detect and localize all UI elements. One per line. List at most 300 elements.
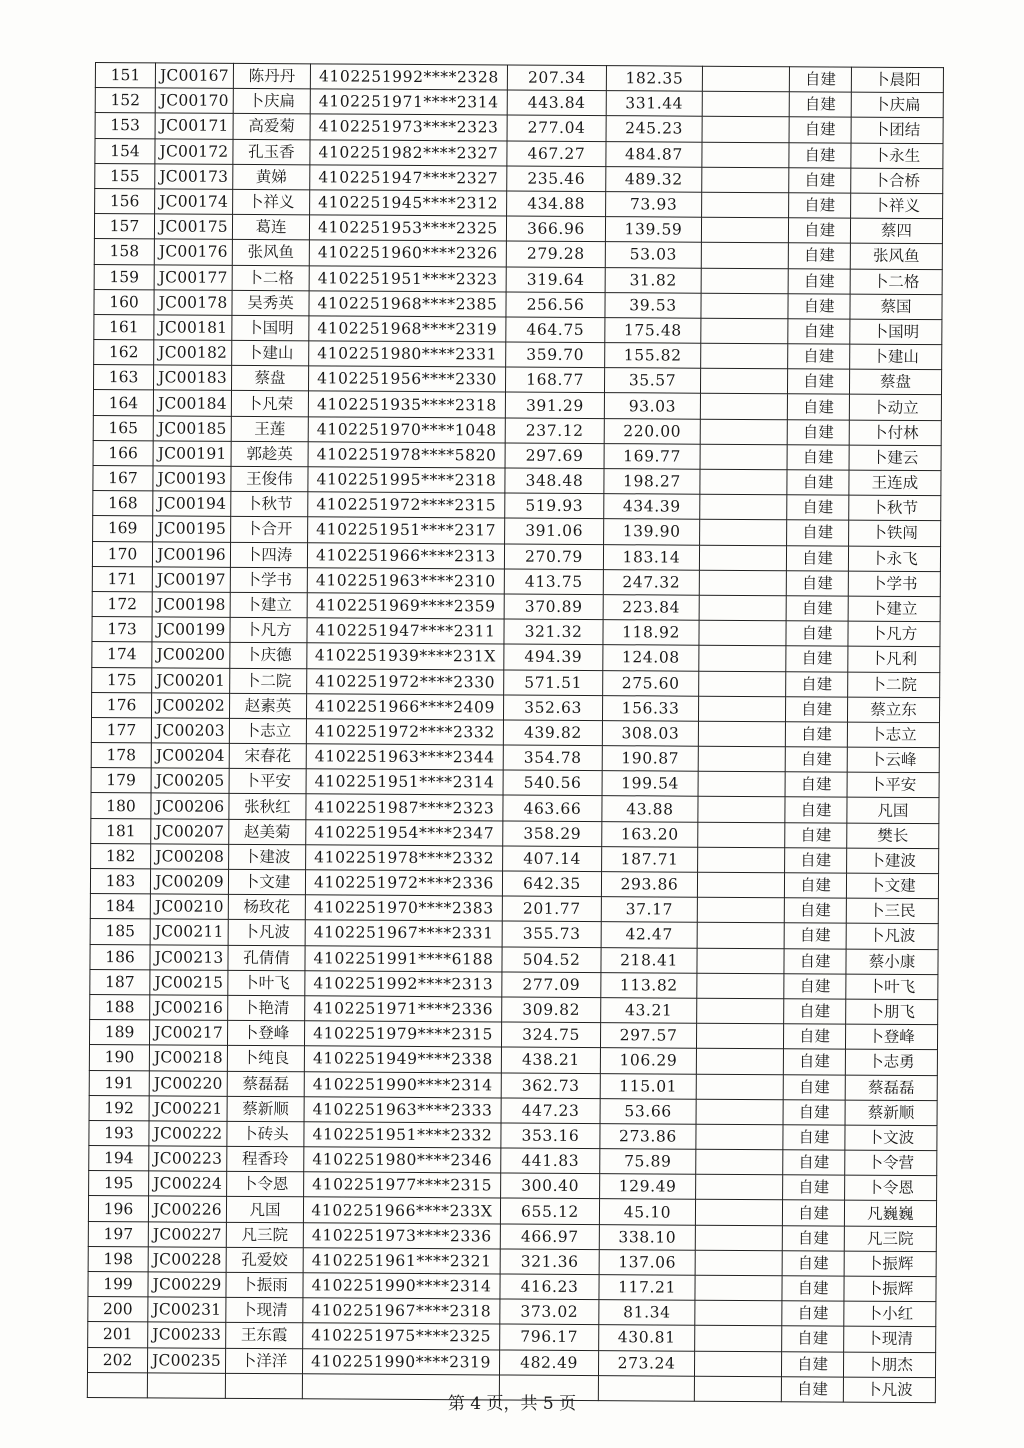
record-code: JC00172	[155, 138, 233, 164]
blank-cell	[700, 494, 787, 520]
blank-cell	[697, 923, 784, 949]
blank-cell	[698, 822, 785, 848]
blank-cell	[702, 142, 789, 168]
area-value-2: 338.10	[599, 1224, 695, 1250]
build-type: 自建	[788, 344, 850, 370]
row-index: 180	[91, 793, 151, 819]
area-value-1: 309.82	[502, 997, 601, 1023]
table-body	[87, 63, 943, 1403]
area-value-2: 73.93	[606, 192, 702, 218]
person-name: 孔玉香	[233, 139, 310, 165]
id-number: 4102251951****2314	[306, 769, 503, 795]
area-value-2: 106.29	[600, 1048, 696, 1074]
row-index: 165	[93, 415, 153, 441]
blank-cell	[702, 192, 789, 218]
blank-cell	[694, 1351, 781, 1377]
area-value-2: 53.03	[605, 242, 701, 268]
build-type: 自建	[787, 394, 849, 420]
build-type: 自建	[786, 596, 848, 622]
row-index: 157	[94, 214, 154, 240]
row-index: 161	[94, 314, 154, 340]
row-index: 167	[93, 465, 153, 491]
owner-name: 卜朋杰	[843, 1352, 935, 1378]
id-number: 4102251968****2385	[309, 290, 506, 316]
blank-cell	[701, 293, 788, 319]
person-name: 卜登峰	[227, 1020, 304, 1046]
blank-cell	[701, 243, 788, 269]
blank-cell	[702, 117, 789, 143]
blank-cell	[701, 318, 788, 344]
area-value-1: 438.21	[501, 1047, 600, 1073]
area-value-2: 75.89	[600, 1149, 696, 1175]
blank-cell	[696, 1149, 783, 1175]
area-value-1: 407.14	[503, 846, 602, 872]
area-value-1: 391.06	[505, 518, 604, 544]
build-type: 自建	[788, 319, 850, 345]
record-code: JC00170	[155, 88, 233, 114]
record-code: JC00218	[149, 1045, 227, 1071]
build-type: 自建	[788, 218, 850, 244]
build-type: 自建	[783, 1175, 845, 1201]
build-type: 自建	[781, 1351, 843, 1377]
person-name: 程香玲	[227, 1146, 304, 1172]
blank-cell	[696, 1124, 783, 1150]
area-value-1: 300.40	[501, 1173, 600, 1199]
row-index: 196	[88, 1196, 148, 1222]
area-value-1: 279.28	[506, 241, 605, 267]
person-name: 孔爱姣	[226, 1247, 303, 1273]
area-value-1: 319.64	[506, 267, 605, 293]
person-name: 卜庆德	[230, 643, 307, 669]
area-value-2: 118.92	[603, 620, 699, 646]
build-type: 自建	[784, 973, 846, 999]
record-code: JC00202	[151, 693, 229, 719]
id-number: 4102251935****2318	[308, 391, 505, 417]
build-type: 自建	[786, 621, 848, 647]
row-index: 177	[91, 717, 151, 743]
area-value-2: 245.23	[606, 116, 702, 142]
record-code: JC00184	[153, 390, 231, 416]
person-name: 凡三院	[226, 1222, 303, 1248]
blank-cell	[695, 1200, 782, 1226]
area-value-1: 464.75	[506, 317, 605, 343]
blank-cell	[697, 872, 784, 898]
area-value-2: 198.27	[604, 469, 700, 495]
blank-cell	[695, 1275, 782, 1301]
row-index: 178	[91, 743, 151, 769]
owner-name: 蔡立东	[847, 697, 939, 723]
blank-cell	[700, 394, 787, 420]
person-name: 卜平安	[229, 769, 306, 795]
row-index: 184	[90, 894, 150, 920]
id-number: 4102251977****2315	[304, 1172, 501, 1198]
blank-cell	[700, 419, 787, 445]
record-code: JC00227	[148, 1221, 226, 1247]
owner-name: 卜朋飞	[846, 999, 938, 1025]
area-value-2: 273.86	[600, 1123, 696, 1149]
area-value-1: 321.36	[500, 1249, 599, 1275]
area-value-2: 484.87	[606, 141, 702, 167]
owner-name: 卜永飞	[848, 546, 940, 572]
id-number: 4102251966****233X	[303, 1197, 500, 1223]
owner-name: 卜动立	[849, 395, 941, 421]
build-type: 自建	[789, 117, 851, 143]
page-number-label: 第 4 页，共 5 页	[447, 1394, 577, 1414]
area-value-2: 93.03	[604, 393, 700, 419]
record-code: JC00201	[152, 667, 230, 693]
person-name: 卜纯良	[227, 1046, 304, 1072]
owner-name: 卜永生	[851, 143, 943, 169]
row-index: 172	[92, 591, 152, 617]
build-type: 自建	[788, 293, 850, 319]
owner-name: 卜凡利	[848, 646, 940, 672]
blank-cell	[701, 343, 788, 369]
row-index: 186	[90, 944, 150, 970]
build-type: 自建	[782, 1326, 844, 1352]
owner-name: 凡三院	[844, 1226, 936, 1252]
area-value-2: 489.32	[606, 166, 702, 192]
blank-cell	[697, 973, 784, 999]
build-type: 自建	[785, 848, 847, 874]
blank-cell	[699, 595, 786, 621]
id-number: 4102251945****2312	[310, 190, 507, 216]
id-number: 4102251973****2323	[310, 114, 507, 140]
area-value-2: 223.84	[603, 595, 699, 621]
id-number: 4102251954****2347	[306, 819, 503, 845]
area-value-1: 494.39	[504, 644, 603, 670]
blank-cell	[698, 847, 785, 873]
blank-cell	[702, 91, 789, 117]
person-name: 卜二格	[232, 265, 309, 291]
area-value-2: 113.82	[601, 972, 697, 998]
record-table	[87, 62, 944, 1403]
area-value-2: 297.57	[600, 1023, 696, 1049]
area-value-1: 348.48	[505, 468, 604, 494]
person-name: 陈丹丹	[233, 63, 310, 89]
row-index: 176	[91, 692, 151, 718]
blank-cell	[699, 646, 786, 672]
build-type: 自建	[789, 67, 851, 93]
area-value-2: 139.59	[605, 217, 701, 243]
id-number: 4102251956****2330	[308, 366, 505, 392]
person-name: 张风鱼	[232, 240, 309, 266]
row-index: 201	[88, 1322, 148, 1348]
blank-cell	[699, 671, 786, 697]
id-number: 4102251939****231X	[307, 643, 504, 669]
blank-cell	[701, 217, 788, 243]
person-name: 卜艳清	[228, 995, 305, 1021]
row-index: 152	[95, 88, 155, 114]
owner-name: 卜凡波	[843, 1377, 935, 1403]
area-value-1: 352.63	[503, 695, 602, 721]
blank-cell	[698, 746, 785, 772]
record-code: JC00211	[150, 919, 228, 945]
id-number: 4102251992****2313	[305, 971, 502, 997]
owner-name: 卜二院	[848, 672, 940, 698]
area-value-2: 273.24	[598, 1350, 694, 1376]
id-number: 4102251978****2332	[306, 845, 503, 871]
person-name: 张秋红	[229, 794, 306, 820]
blank-cell	[697, 998, 784, 1024]
owner-name: 卜合桥	[851, 168, 943, 194]
record-code: JC00175	[154, 214, 232, 240]
record-code: JC00205	[151, 768, 229, 794]
person-name: 卜建波	[229, 844, 306, 870]
id-number: 4102251970****2383	[305, 895, 502, 921]
person-name: 卜国明	[232, 315, 309, 341]
person-name: 卜秋节	[231, 492, 308, 518]
area-value-1: 366.96	[506, 216, 605, 242]
area-value-2: 117.21	[599, 1275, 695, 1301]
build-type: 自建	[788, 243, 850, 269]
person-name: 赵美菊	[229, 819, 306, 845]
area-value-1: 373.02	[500, 1299, 599, 1325]
id-number: 4102251967****2318	[303, 1298, 500, 1324]
owner-name: 卜志勇	[845, 1049, 937, 1075]
person-name: 蔡盘	[231, 366, 308, 392]
row-index: 190	[89, 1045, 149, 1071]
build-type: 自建	[785, 747, 847, 773]
area-value-1: 354.78	[503, 745, 602, 771]
blank-cell	[695, 1250, 782, 1276]
area-value-2: 43.88	[602, 796, 698, 822]
area-value-1: 358.29	[503, 821, 602, 847]
person-name: 卜凡波	[228, 920, 305, 946]
id-number: 4102251991****6188	[305, 945, 502, 971]
record-code: JC00231	[148, 1297, 226, 1323]
id-number: 4102251980****2331	[309, 341, 506, 367]
row-index: 195	[89, 1171, 149, 1197]
area-value-1: 277.09	[502, 972, 601, 998]
build-type: 自建	[783, 1024, 845, 1050]
area-value-1: 237.12	[505, 418, 604, 444]
area-value-1: 324.75	[501, 1022, 600, 1048]
blank-cell	[696, 1099, 783, 1125]
record-code: JC00200	[152, 642, 230, 668]
build-type: 自建	[782, 1251, 844, 1277]
row-index: 159	[94, 264, 154, 290]
record-code: JC00196	[152, 541, 230, 567]
id-number: 4102251970****1048	[308, 416, 505, 442]
owner-name: 蔡盘	[849, 369, 941, 395]
id-number: 4102251978****5820	[308, 442, 505, 468]
area-value-1: 413.75	[504, 569, 603, 595]
build-type: 自建	[789, 92, 851, 118]
build-type: 自建	[785, 797, 847, 823]
person-name: 卜洋洋	[225, 1348, 302, 1374]
id-number: 4102251990****2314	[303, 1273, 500, 1299]
record-code: JC00197	[152, 567, 230, 593]
record-code: JC00223	[149, 1146, 227, 1172]
owner-name: 卜凡波	[846, 923, 938, 949]
person-name: 宋春花	[229, 743, 306, 769]
id-number: 4102251971****2314	[310, 89, 507, 115]
area-value-1: 447.23	[501, 1098, 600, 1124]
area-value-2: 37.17	[601, 897, 697, 923]
person-name: 高爱菊	[233, 114, 310, 140]
row-index: 187	[90, 969, 150, 995]
record-code: JC00209	[150, 869, 228, 895]
record-code: JC00210	[150, 894, 228, 920]
build-type: 自建	[786, 646, 848, 672]
row-index: 173	[92, 617, 152, 643]
record-code: JC00222	[149, 1121, 227, 1147]
row-index: 189	[89, 1020, 149, 1046]
area-value-1: 439.82	[503, 720, 602, 746]
owner-name: 蔡四	[850, 218, 942, 244]
build-type: 自建	[787, 419, 849, 445]
record-code: JC00176	[154, 239, 232, 265]
id-number: 4102251951****2317	[308, 517, 505, 543]
owner-name: 卜祥义	[851, 193, 943, 219]
row-index: 163	[93, 365, 153, 391]
area-value-1: 655.12	[500, 1198, 599, 1224]
id-number: 4102251990****2319	[302, 1348, 499, 1374]
row-index: 171	[92, 566, 152, 592]
record-code: JC00216	[150, 995, 228, 1021]
area-value-2: 275.60	[603, 670, 699, 696]
id-number: 4102251972****2330	[307, 668, 504, 694]
person-name: 葛连	[232, 214, 309, 240]
owner-name: 张风鱼	[850, 243, 942, 269]
row-index: 185	[90, 919, 150, 945]
area-value-2: 53.66	[600, 1098, 696, 1124]
record-code: JC00215	[150, 970, 228, 996]
row-index: 174	[92, 642, 152, 668]
build-type: 自建	[784, 948, 846, 974]
blank-cell	[699, 620, 786, 646]
owner-name: 卜二格	[850, 269, 942, 295]
build-type: 自建	[782, 1225, 844, 1251]
owner-name: 王连成	[849, 470, 941, 496]
person-name: 杨玫花	[228, 895, 305, 921]
area-value-1: 519.93	[505, 493, 604, 519]
record-code: JC00167	[155, 63, 233, 89]
area-value-1: 359.70	[506, 342, 605, 368]
build-type: 自建	[789, 193, 851, 219]
area-value-2: 45.10	[599, 1199, 695, 1225]
record-code: JC00173	[155, 164, 233, 190]
person-name: 卜文建	[228, 869, 305, 895]
row-index: 151	[95, 63, 155, 89]
blank-cell	[698, 721, 785, 747]
id-number: 4102251947****2327	[310, 165, 507, 191]
id-number: 4102251975****2325	[303, 1323, 500, 1349]
area-value-1: 571.51	[504, 670, 603, 696]
blank-cell	[700, 368, 787, 394]
row-index: 198	[88, 1246, 148, 1272]
owner-name: 凡巍巍	[844, 1201, 936, 1227]
id-number: 4102251969****2359	[307, 593, 504, 619]
area-value-2: 308.03	[602, 720, 698, 746]
build-type: 自建	[789, 142, 851, 168]
id-number: 4102251971****2336	[305, 996, 502, 1022]
build-type: 自建	[787, 470, 849, 496]
owner-name: 卜建波	[847, 848, 939, 874]
id-number: 4102251967****2331	[305, 920, 502, 946]
build-type: 自建	[785, 696, 847, 722]
area-value-1: 207.34	[507, 65, 606, 91]
record-code: JC00217	[149, 1020, 227, 1046]
record-code: JC00224	[149, 1171, 227, 1197]
owner-name: 卜建立	[848, 596, 940, 622]
blank-cell	[696, 1074, 783, 1100]
row-index: 169	[93, 516, 153, 542]
build-type: 自建	[781, 1376, 843, 1402]
build-type: 自建	[783, 1125, 845, 1151]
build-type: 自建	[789, 167, 851, 193]
owner-name: 卜登峰	[845, 1024, 937, 1050]
area-value-1: 277.04	[507, 115, 606, 141]
row-index: 155	[95, 163, 155, 189]
area-value-2: 163.20	[602, 821, 698, 847]
row-index: 182	[91, 843, 151, 869]
owner-name: 卜付林	[849, 420, 941, 446]
id-number: 4102251966****2313	[307, 542, 504, 568]
person-name: 郭趁英	[231, 441, 308, 467]
area-value-1: 467.27	[507, 141, 606, 167]
owner-name: 卜小红	[844, 1301, 936, 1327]
row-index: 170	[92, 541, 152, 567]
person-name: 卜学书	[230, 567, 307, 593]
build-type: 自建	[785, 772, 847, 798]
id-number: 4102251963****2344	[306, 744, 503, 770]
blank-cell	[695, 1300, 782, 1326]
record-code: JC00195	[153, 516, 231, 542]
owner-name: 卜叶飞	[846, 974, 938, 1000]
area-value-2: 190.87	[602, 746, 698, 772]
record-code: JC00199	[152, 617, 230, 643]
blank-cell	[699, 570, 786, 596]
row-index: 199	[88, 1271, 148, 1297]
area-value-1: 168.77	[505, 367, 604, 393]
blank-cell	[700, 520, 787, 546]
blank-cell	[698, 797, 785, 823]
area-value-1: 796.17	[500, 1324, 599, 1350]
record-code: JC00206	[151, 793, 229, 819]
build-type: 自建	[783, 1099, 845, 1125]
id-number: 4102251979****2315	[304, 1021, 501, 1047]
owner-name: 卜凡方	[848, 621, 940, 647]
id-number: 4102251951****2332	[304, 1122, 501, 1148]
page-footer	[0, 1389, 1024, 1414]
area-value-2: 218.41	[601, 947, 697, 973]
record-code: JC00171	[155, 113, 233, 139]
owner-name: 卜令恩	[845, 1175, 937, 1201]
record-code: JC00182	[154, 340, 232, 366]
blank-cell	[696, 1023, 783, 1049]
owner-name: 卜现清	[844, 1326, 936, 1352]
build-type: 自建	[784, 873, 846, 899]
person-name: 王莲	[231, 416, 308, 442]
build-type: 自建	[788, 268, 850, 294]
build-type: 自建	[787, 369, 849, 395]
person-name: 卜建立	[230, 592, 307, 618]
record-code: JC00213	[150, 944, 228, 970]
area-value-1: 504.52	[502, 947, 601, 973]
area-value-1: 391.29	[505, 392, 604, 418]
record-code: JC00177	[154, 264, 232, 290]
blank-cell	[700, 469, 787, 495]
id-number: 4102251972****2332	[306, 719, 503, 745]
record-code: JC00198	[152, 592, 230, 618]
owner-name: 卜建云	[849, 445, 941, 471]
owner-name: 蔡国	[850, 294, 942, 320]
record-code: JC00220	[149, 1070, 227, 1096]
blank-cell	[696, 1049, 783, 1075]
area-value-1: 353.16	[501, 1123, 600, 1149]
row-index: 192	[89, 1095, 149, 1121]
